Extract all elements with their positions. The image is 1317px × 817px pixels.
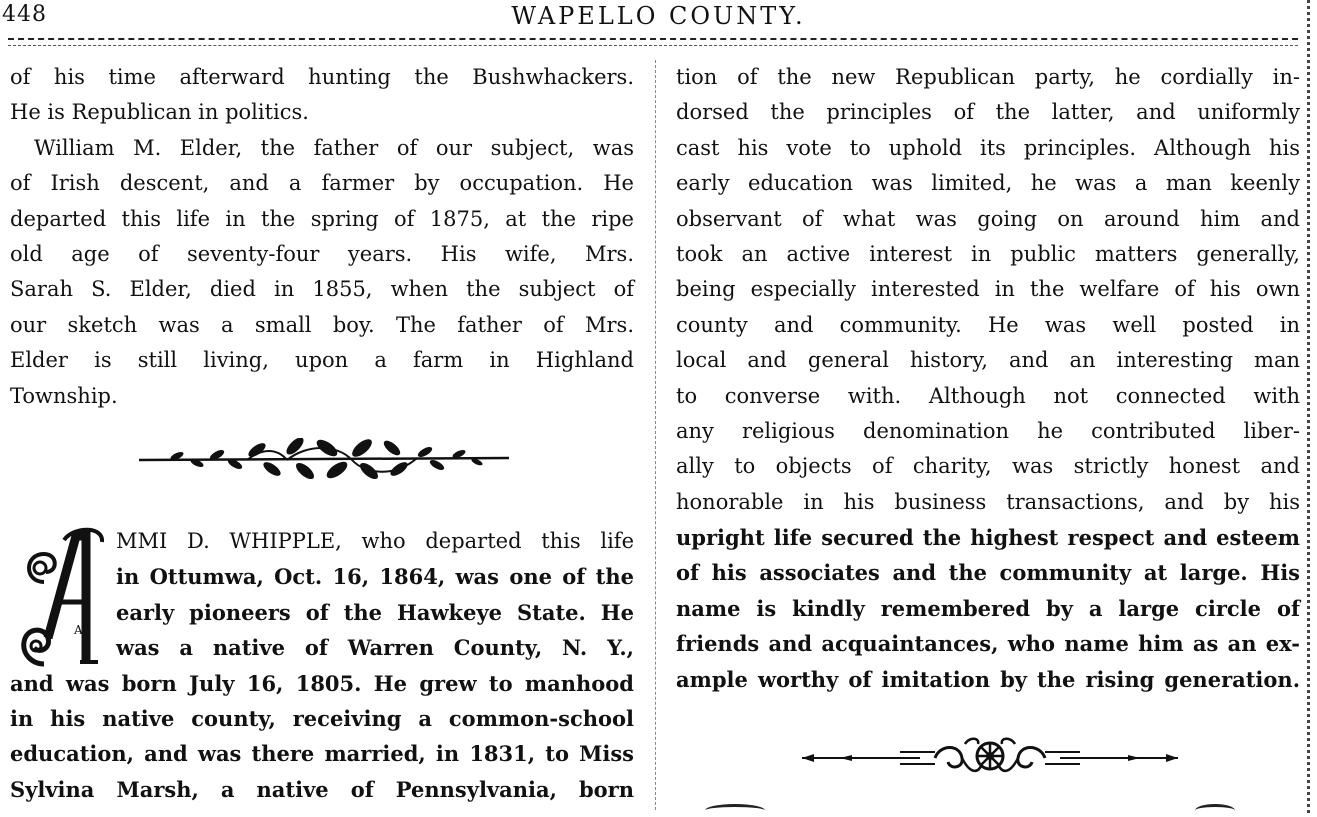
text-line: early education was limited, he was a man keenly [676,171,1300,196]
right-column [676,60,1300,697]
text-line: ample worthy of imitation by the rising generation. [676,666,1300,692]
text-line: of Irish descent, and a farmer by occupation. He [10,171,634,196]
text-line: took an active interest in public matters generally, [676,241,1300,266]
text-line: to converse with. Although not connected with [676,383,1300,408]
page-number: 448 [2,2,47,27]
scroll-rosette-ornament [800,734,1180,780]
text-line: William M. Elder, the father of our subject, was [34,135,634,160]
header-rule-secondary [8,45,1298,46]
text-line: name is kindly remembered by a large circle of [676,595,1300,621]
text-line: county and community. He was well posted in [676,312,1300,337]
column-divider [655,60,656,810]
cropped-text-fragment [705,804,765,817]
text-line: our sketch was a small boy. The father of Mrs. [10,312,634,337]
text-line: was a native of Warren County, N. Y., [116,635,634,661]
text-line: ally to objects of charity, was strictly honest and [676,454,1300,479]
text-line: local and general history, and an interesting man [676,348,1300,373]
text-line: of his time afterward hunting the Bushwhackers. [10,65,634,89]
text-line: early pioneers of the Hawkeye State. He [116,599,634,625]
cropped-text-fragment [1195,804,1235,817]
left-column-bottom [10,524,634,807]
text-line: upright life secured the highest respect and esteem [676,525,1300,551]
left-column-top [10,60,634,414]
text-line: cast his vote to uphold its principles. Although his [676,135,1300,160]
drop-cap-letter: A [74,623,83,637]
text-line: dorsed the principles of the latter, and uniformly [676,100,1300,125]
running-head: WAPELLO COUNTY. [511,2,806,30]
text-line: in Ottumwa, Oct. 16, 1864, was one of the [116,564,634,590]
text-line: Sylvina Marsh, a native of Pennsylvania, born [10,776,634,802]
text-line: observant of what was going on around him and [676,206,1300,231]
text-line: He is Republican in politics. [10,100,309,125]
text-line: being especially interested in the welfare of his own [676,277,1300,302]
text-line: tion of the new Republican party, he cordially in- [676,65,1300,89]
text-line: departed this life in the spring of 1875, at the ripe [10,206,634,231]
text-line: any religious denomination he contributed liber- [676,418,1300,443]
page-edge-perforation [1307,0,1310,813]
text-line: of his associates and the community at large. His [676,560,1300,586]
text-line: honorable in his business transactions, and by his [676,489,1300,514]
text-line: friends and acquaintances, who name him as an ex- [676,631,1300,657]
header-rule [8,38,1298,40]
text-line: MMI D. WHIPPLE, who departed this life [116,529,634,553]
text-line: education, and was there married, in 1831, to Miss [10,741,634,767]
text-line: Township. [10,383,118,408]
text-line: Sarah S. Elder, died in 1855, when the subject of [10,277,634,302]
text-line: in his native county, receiving a common-school [10,705,634,731]
text-line: Elder is still living, upon a farm in Highland [10,348,634,373]
text-line: old age of seventy-four years. His wife, Mrs. [10,241,634,266]
leafy-vine-ornament [137,438,517,482]
text-line: and was born July 16, 1805. He grew to manhood [10,670,634,696]
